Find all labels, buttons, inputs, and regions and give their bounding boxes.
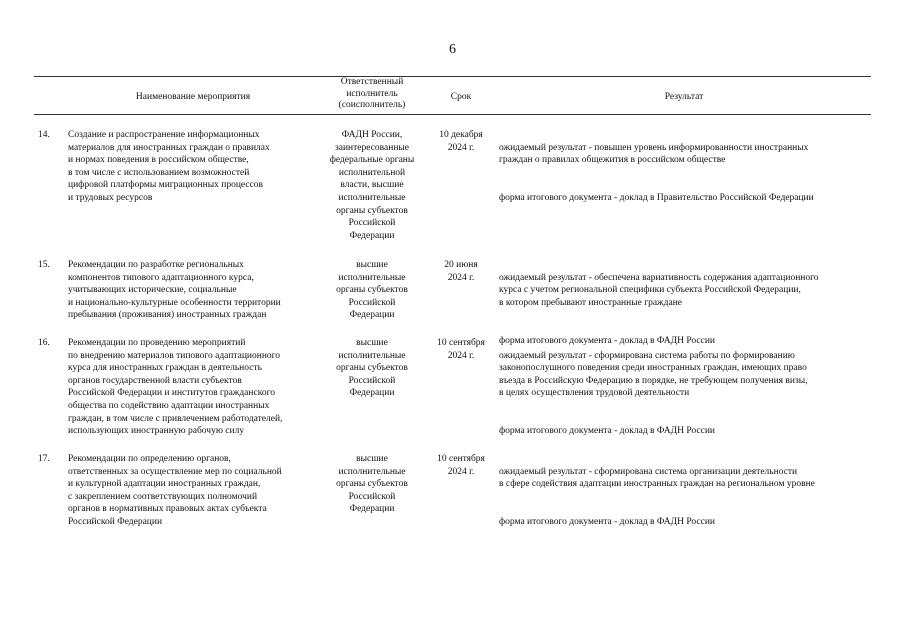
header-result: Результат [664,92,704,102]
row-result [499,453,869,529]
table-header-rule [34,114,871,115]
row-result-expected: ожидаемый результат - сформирована система организации деятельности в сфере содействия адаптации иностранных граждан на региональном уровне [499,466,815,490]
table-top-rule [34,76,871,77]
row-result [499,129,869,205]
row-term: 10 сентября 2024 г. [437,454,485,477]
row-number: 15. [38,260,50,270]
row-executor: высшие исполнительные органы субъектов Российской Федерации [336,260,408,321]
page-number: 6 [449,42,456,57]
row-result-form: форма итогового документа - доклад в ФАДН России [499,335,716,346]
row-result [499,337,869,438]
row-executor: высшие исполнительные органы субъектов Российской Федерации [336,454,408,515]
row-name: Создание и распространение информационных материалов для иностранных граждан о правилах и нормах поведения в российском обществе, в том числе с использованием возможностей цифровой платформы миграционных процессов и трудовых ресурсов [68,130,270,203]
row-result [499,259,869,347]
row-name: Рекомендации по разработке региональных компонентов типового адаптационного курса, учитывающих исторические, социальные и национально-культурные особенности территории пребывания (проживания) иностранных граждан [68,260,281,321]
row-name: Рекомендации по определению органов, ответственных за осуществление мер по социальной и культурной адаптации иностранных граждан, с закреплением соответствующих полномочий органов в нормативных правовых актах субъекта Российской Федерации [68,454,282,527]
row-number: 14. [38,130,50,140]
row-result-form: форма итогового документа - доклад в ФАДН России [499,426,716,437]
row-result-expected: ожидаемый результат - повышен уровень информированности иностранных граждан о правилах общежития в российском обществе [499,142,809,166]
row-result-expected: ожидаемый результат - сформирована система работы по формированию законопослушного поведения среди иностранных граждан, имеющих право въезда в Российскую Федерацию в порядке, не требующем получения визы, в целях осуществления трудовой деятельности [499,350,808,399]
header-name: Наименование мероприятия [135,92,251,102]
row-result-expected: ожидаемый результат - обеспечена вариативность содержания адаптационного курса с учетом региональной специфики субъекта Российской Федерации, в котором пребывают иностранные граждане [499,272,819,308]
row-result-form: форма итогового документа - доклад в ФАДН России [499,516,716,527]
row-number: 17. [38,454,50,464]
row-term: 10 сентября 2024 г. [437,338,485,361]
row-result-form: форма итогового документа - доклад в Правительство Российской Федерации [499,192,814,203]
row-term: 20 июня 2024 г. [444,260,478,283]
row-term: 10 декабря 2024 г. [439,130,483,153]
row-number: 16. [38,338,50,348]
row-executor: ФАДН России, заинтересованные федеральные органы исполнительной власти, высшие исполнительные органы субъектов Российской Федерации [329,130,415,241]
header-executor: Ответственный исполнитель (соисполнитель) [338,77,406,110]
row-executor: высшие исполнительные органы субъектов Российской Федерации [336,338,408,399]
header-term: Срок [450,92,472,102]
row-name: Рекомендации по проведению мероприятий по внедрению материалов типового адаптационного курса для иностранных граждан в деятельность органов государственной власти субъектов Российской Федерации и институтов гражданского общества по содействию адаптации иностранных граждан, в том числе с привлечением работодателей, использующих иностранную рабочую силу [68,338,283,437]
